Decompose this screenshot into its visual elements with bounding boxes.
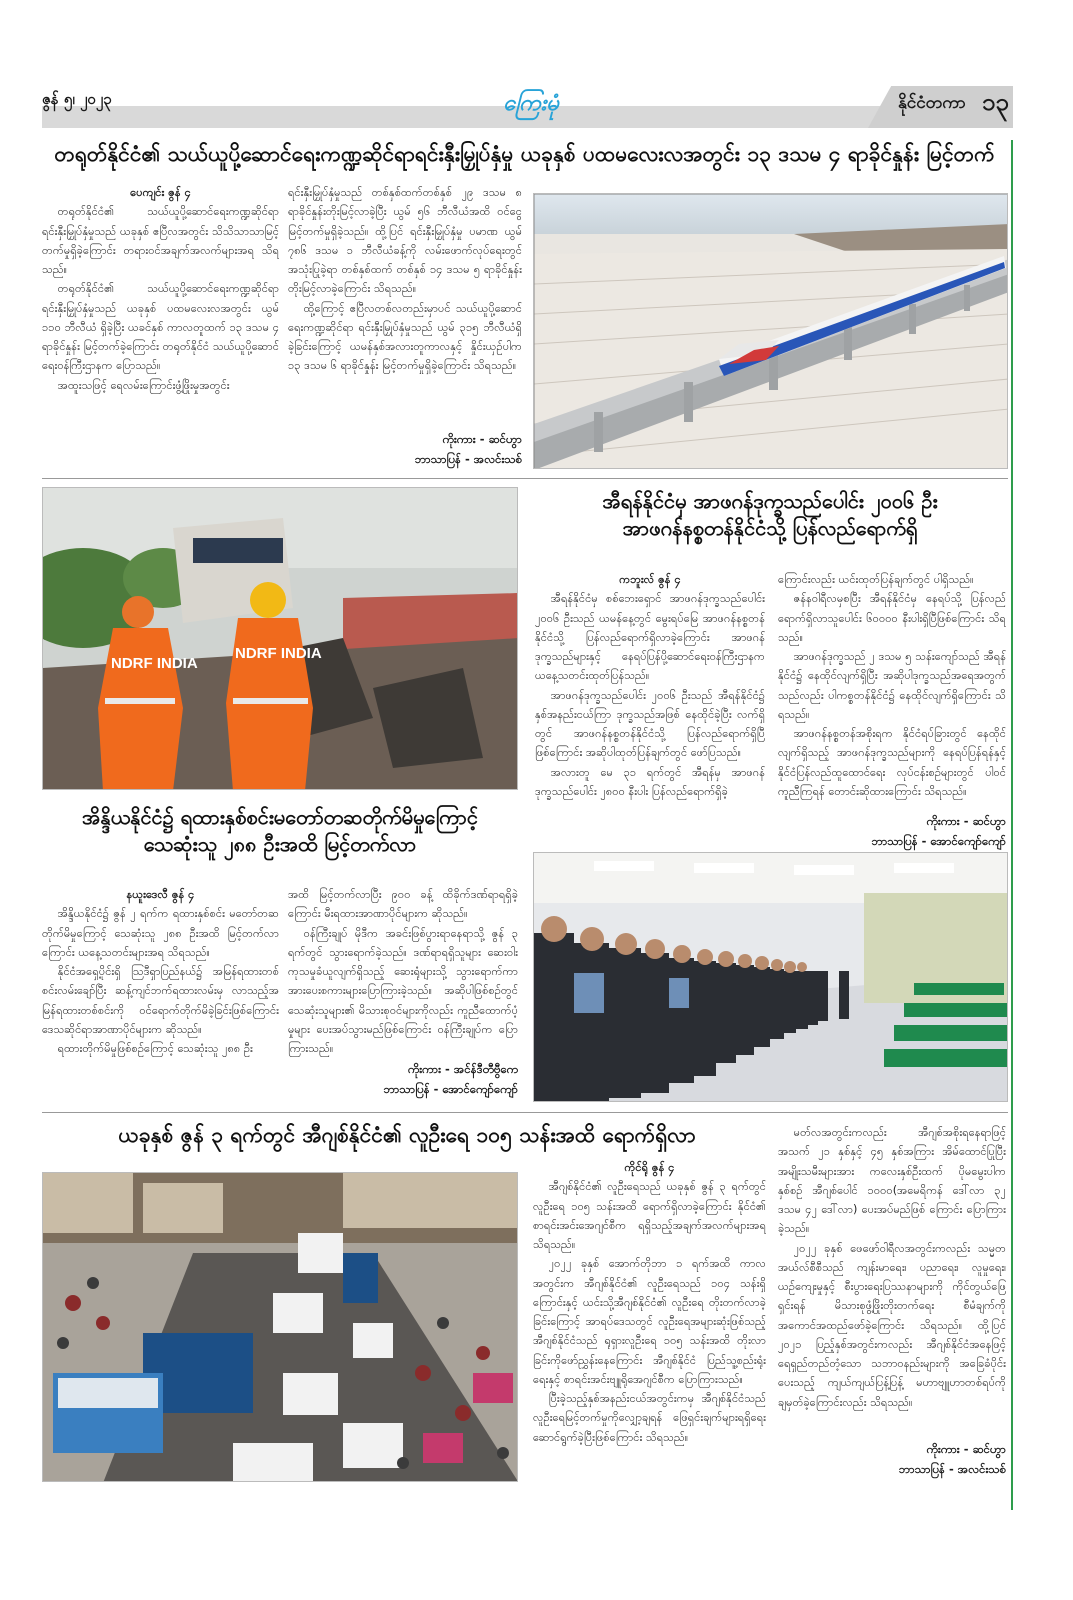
egypt-col-2 xyxy=(778,1123,1006,1433)
refugee-queue-image xyxy=(534,853,1008,1102)
egypt-p3: ပြီးခဲ့သည့်နှစ်အနည်းငယ်အတွင်းကမှ အီဂျစ်နိုင်ငံသည် လူဦးရေမြင့်တက်မှုကိုလျှော့ချရန် ဖြေရှင်းချက်များရရှိရေး ဆောင်ရွက်ခဲ့ပြီးဖြစ်ကြောင်း သိရသည်။ xyxy=(533,1392,766,1444)
china-col-1 xyxy=(42,183,279,473)
iran-col-2 xyxy=(778,570,1006,810)
china-col-2 xyxy=(288,183,522,423)
iran-p3: အလားတူ မေ ၃၁ ရက်တွင် အီရန်မှ အာဖဂန်ဒုက္ခသည်ပေါင်း ၂၈၀၀ နီးပါး ပြန်လည်ရောက်ရှိခဲ့ xyxy=(535,765,765,798)
iran-headline-line-2: အာဖဂန်နစ္စတန်နိုင်ငံသို့ ပြန်လည်ရောက်ရှိ xyxy=(622,516,918,540)
refugee-queue-photo xyxy=(533,852,1008,1102)
china-p5: ထို့ကြောင့် ဧပြီလတစ်လတည်းမှာပင် သယ်ယူပို့ဆောင်ရေးကဏ္ဍဆိုင်ရာ ရင်းနှီးမြှုပ်နှံမှုသည် ယွမ် ၃၁၅ ဘီလီယံရှိခဲ့ခြင်းကြောင့် ယမန်နှစ်အလားတူကာလနှင့် နှိုင်းယှဉ်ပါက ၁၃ ဒသမ ၆ ရာခိုင်နှုန်း မြင့်တက်မှုရှိခဲ့ကြောင်း သိရသည်။ xyxy=(288,301,522,373)
iran-p4: ကြောင်းလည်း ယင်းထုတ်ပြန်ချက်တွင် ပါရှိသည်။ xyxy=(778,573,974,586)
high-speed-train-photo xyxy=(533,193,1008,469)
china-headline: တရုတ်နိုင်ငံ၏ သယ်ယူပို့ဆောင်ရေးကဏ္ဍဆိုင်ရာရင်းနှီးမြှုပ်နှံမှု ယခုနှစ် ပထမလေးလအတွင်း ၁၃ ဒသမ ၄ ရာခိုင်နှုန်း မြင့်တက် xyxy=(54,142,995,166)
iran-headline xyxy=(535,488,1005,542)
india-translator: ဘာသာပြန် - အောင်ကျော်ကျော် xyxy=(383,1081,518,1096)
street-crowd-image xyxy=(43,1173,518,1482)
egypt-translator: ဘာသာပြန် - အလင်းသစ် xyxy=(898,1461,1006,1476)
egypt-p4: မတ်လအတွင်းကလည်း အီဂျစ်အစိုးရနေရာဖြင့် အသက် ၂၁ နှစ်နှင့် ၄၅ နှစ်အကြား အိမ်ထောင်ပြုပြီး အမျိုးသမီးများအား ကလေးနှစ်ဦးထက် ပိုမမွေးပါက နှစ်စဉ် အီဂျစ်ပေါင် ၁၀၀၀(အမေရိကန် ဒေါ်လာ ၃၂ ဒသမ ၄၂ ဒေါ်လာ) ပေးအပ်မည်ဖြစ် ကြောင်း ပြောကြားခဲ့သည်။ xyxy=(778,1126,1006,1236)
rescue-workers-photo xyxy=(42,487,518,790)
iran-p6: အာဖဂန်ဒုက္ခသည် ၂ ဒသမ ၅ သန်းကျော်သည် အီရန်နိုင်ငံ၌ နေထိုင်လျက်ရှိပြီး အဆိုပါဒုက္ခသည်အရေအတွက်သည်လည်း ပါကစ္စတန်နိုင်ငံ၌ နေထိုင်လျက်ရှိကြောင်း သိရသည်။ xyxy=(778,650,1006,721)
china-source: ကိုးကား - ဆင်ဟွာ xyxy=(442,432,522,446)
india-headline-line-1: အိန္ဒိယနိုင်ငံ၌ ရထားနှစ်စင်းမတော်တဆတိုက်မိမှုကြောင့် xyxy=(82,805,478,829)
egypt-source: ကိုးကား - ဆင်ဟွာ xyxy=(926,1442,1006,1456)
india-col-2 xyxy=(288,885,518,1057)
ndrf-vest-text-1: NDRF INDIA xyxy=(111,655,198,672)
iran-p1: အီရန်နိုင်ငံမှ စစ်ဘေးရှောင် အာဖဂန်ဒုက္ခသည်ပေါင်း ၂၀၀၆ ဦးသည် ယမန်နေ့တွင် မွေးရပ်မြေ အာဖဂန်နစ္စတန်နိုင်ငံသို့ ပြန်လည်ရောက်ရှိလာခဲ့ကြောင်း အာဖဂန်ဒုက္ခသည်များနှင့် နေရပ်ပြန်ပို့ဆောင်ရေးဝန်ကြီးဌာနက ယနေ့သတင်းထုတ်ပြန်သည်။ xyxy=(535,592,765,683)
india-headline-line-2: သေဆုံးသူ ၂၈၈ ဦးအထိ မြင့်တက်လာ xyxy=(143,832,417,856)
egypt-p1: အီဂျစ်နိုင်ငံ၏ လူဦးရေသည် ယခုနှစ် ဇွန် ၃ ရက်တွင် လူဦးရေ ၁၀၅ သန်းအထိ ရောက်ရှိလာခဲ့ကြောင်း နိုင်ငံ၏ စာရင်းအင်းအေဂျင်စီက ရရှိသည့်အချက်အလက်များအရ သိရသည်။ xyxy=(533,1180,766,1252)
section-divider-2 xyxy=(42,1112,1008,1113)
china-p1: တရုတ်နိုင်ငံ၏ သယ်ယူပို့ဆောင်ရေးကဏ္ဍဆိုင်ရာ ရင်းနှီးမြှုပ်နှံမှုသည် ယခုနှစ် ဧပြီလအတွင်း သိသိသာသာမြင့်တက်မှုရှိခဲ့ကြောင်း တရားဝင်အချက်အလက်များအရ သိရသည်။ xyxy=(42,205,279,277)
egypt-headline: ယခုနှစ် ဇွန် ၃ ရက်တွင် အီဂျစ်နိုင်ငံ၏ လူဦးရေ ၁၀၅ သန်းအထိ ရောက်ရှိလာ xyxy=(118,1123,696,1147)
section-divider xyxy=(42,478,1008,479)
india-p5: ဝန်ကြီးချုပ် မိုဒီက အခင်းဖြစ်ပွားရာနေရာသို့ ဇွန် ၃ ရက်တွင် သွားရောက်ခဲ့သည်။ ဒဏ်ရာရရှိသူများ ဆေးဝါးကုသမှုခံယူလျက်ရှိသည့် ဆေးရုံများသို့ သွားရောက်ကာ အားပေးစကားများပြောကြားခဲ့သည်။ အဆိုပါဖြစ်စဉ်တွင် သေဆုံးသူများ၏ မိသားစုဝင်များကိုလည်း ကူညီထောက်ပံ့မှုများ ပေးအပ်သွားမည်ဖြစ်ကြောင်း ဝန်ကြီးချုပ်က ပြောကြားသည်။ xyxy=(288,926,518,1056)
section-title: နိုင်ငံတကာ xyxy=(898,93,966,113)
iran-credits xyxy=(778,812,1006,851)
high-speed-train-image xyxy=(534,194,1008,469)
india-p4: အထိ မြင့်တက်လာပြီး ၉၀၀ ခန့် ထိခိုက်ဒဏ်ရာရရှိခဲ့ကြောင်း မီးရထားအာဏာပိုင်များက ဆိုသည်။ xyxy=(288,888,518,921)
street-crowd-photo xyxy=(42,1172,518,1482)
china-credits xyxy=(288,430,522,469)
india-p1: အိန္ဒိယနိုင်ငံ၌ ဇွန် ၂ ရက်က ရထားနှစ်စင်း မတော်တဆတိုက်မိမှုကြောင့် သေဆုံးသူ ၂၈၈ ဦးအထိ မြင့်တက်လာကြောင်း ယနေ့သတင်းများအရ သိရသည်။ xyxy=(42,907,279,959)
china-p3: အထူးသဖြင့် ရေလမ်းကြောင်းဖွံ့ဖြိုးမှုအတွင်း xyxy=(57,378,230,392)
iran-source: ကိုးကား - ဆင်ဟွာ xyxy=(926,814,1006,828)
issue-date: ဇွန် ၅၊ ၂၀၂၃ xyxy=(42,90,112,108)
china-p2: တရုတ်နိုင်ငံ၏ သယ်ယူပို့ဆောင်ရေးကဏ္ဍဆိုင်ရာ ရင်းနှီးမြှုပ်နှံမှုသည် ယခုနှစ် ပထမလေးလအတွင်း ယွမ် ၁၁၀ ဘီလီယံ ရှိခဲ့ပြီး ယခင်နှစ် ကာလတူထက် ၁၃ ဒသမ ၄ ရာခိုင်နှုန်း မြင့်တက်ခဲ့ကြောင်း တရုတ်နိုင်ငံ သယ်ယူပို့ဆောင်ရေးဝန်ကြီးဌာနက ပြောသည်။ xyxy=(42,282,279,373)
egypt-credits xyxy=(778,1440,1006,1479)
column-rule xyxy=(1011,140,1013,1510)
iran-headline-line-1: အီရန်နိုင်ငံမှ အာဖဂန်ဒုက္ခသည်ပေါင်း ၂၀၀၆ ဦး xyxy=(602,489,938,513)
iran-translator: ဘာသာပြန် - အောင်ကျော်ကျော် xyxy=(871,833,1006,848)
india-p3: ရထားတိုက်မိမှုဖြစ်စဉ်ကြောင့် သေဆုံးသူ ၂၈၈ ဦး xyxy=(57,1042,253,1056)
newspaper-logo: ကြေးမုံ xyxy=(503,91,559,116)
india-source: ကိုးကား - အင်န်ဒီတီဗွီကေ xyxy=(407,1062,518,1076)
egypt-dateline: ကိုင်ရို ဇွန် ၄ xyxy=(624,1161,675,1174)
india-p2: နိုင်ငံအရှေ့ပိုင်းရှိ ဩဒီရှာပြည်နယ်၌ အမြန်ရထားတစ်စင်းလမ်းချော်ပြီး ဆန့်ကျင်ဘက်ရထားလမ်းမှ လာသည့်အမြန်ရထားတစ်စင်းကို ဝင်ရောက်တိုက်မိခဲ့ခြင်းဖြစ်ကြောင်း ဒေသဆိုင်ရာအာဏာပိုင်များက ဆိုသည်။ xyxy=(42,965,279,1036)
egypt-col-1 xyxy=(533,1158,766,1483)
india-headline xyxy=(42,804,518,858)
iran-col-1 xyxy=(535,570,765,848)
china-translator: ဘာသာပြန် - အလင်းသစ် xyxy=(414,451,522,466)
india-col-1 xyxy=(42,885,279,1095)
egypt-p2: ၂၀၂၂ ခုနှစ် အောက်တိုဘာ ၁ ရက်အထိ ကာလအတွင်းက အီဂျစ်နိုင်ငံ၏ လူဦးရေသည် ၁၀၄ သန်းရှိကြောင်းနှင့် ယင်းသို့အီဂျစ်နိုင်ငံ၏ လူဦးရေ တိုးတက်လာခဲ့ခြင်းကြောင့် အာရပ်ဒေသတွင် လူဦးရေအများဆုံးဖြစ်သည့် အီဂျစ်နိုင်ငံသည် ရုရှားလူဦးရေ ၁၀၅ သန်းအထိ တိုးလာခြင်းကိုဖော်ညွှန်းနေကြောင်း အီဂျစ်နိုင်ငံ ပြည်သူ့စည်းရုံးရေးနှင့် စာရင်းအင်းဗျူရိုအေဂျင်စီက ပြောကြားသည်။ xyxy=(533,1257,766,1386)
iran-p2: အာဖဂန်ဒုက္ခသည်ပေါင်း ၂၀၀၆ ဦးသည် အီရန်နိုင်ငံ၌ နှစ်အနည်းငယ်ကြာ ဒုက္ခသည်အဖြစ် နေထိုင်ခဲ့ပြီး လက်ရှိတွင် အာဖဂန်နစ္စတန်နိုင်ငံသို့ ပြန်လည်ရောက်ရှိပြီဖြစ်ကြောင်း အဆိုပါထုတ်ပြန်ချက်တွင် ဖော်ပြသည်။ xyxy=(535,688,765,760)
iran-dateline: ကဘူးလ် ဇွန် ၄ xyxy=(619,573,681,586)
india-credits xyxy=(288,1060,518,1099)
china-p4: ရင်းနှီးမြှုပ်နှံမှုသည် တစ်နှစ်ထက်တစ်နှစ် ၂၉ ဒသမ ၈ ရာခိုင်နှုန်းတိုးမြင့်လာခဲ့ပြီး ယွမ် ၅၆ ဘီလီယံအထိ ဝင်ငွေမြင့်တက်မှုရှိခဲ့သည်။ ထို့ပြင် ရင်းနှီးမြှုပ်နှံမှု ပမာဏ ယွမ် ၇၈၆ ဒသမ ၁ ဘီလီယံခန့်ကို လမ်းဖောက်လုပ်ရေးတွင် အသုံးပြုခဲ့ရာ တစ်နှစ်ထက် တစ်နှစ် ၁၄ ဒသမ ၅ ရာခိုင်နှုန်း တိုးမြင့်လာခဲ့ကြောင်း သိရသည်။ xyxy=(288,186,522,296)
iran-p7: အာဖဂန်နစ္စတန်အစိုးရက နိုင်ငံရပ်ခြားတွင် နေထိုင်လျက်ရှိသည့် အာဖဂန်ဒုက္ခသည်များကို နေရပ်ပြန်ရန်နှင့် နိုင်ငံပြန်လည်ထူထောင်ရေး လုပ်ငန်းစဉ်များတွင် ပါဝင်ကူညီကြရန် တောင်းဆိုထားကြောင်း သိရသည်။ xyxy=(778,727,1006,798)
egypt-p5: ၂၀၂၂ ခုနှစ် ဖေဖော်ဝါရီလအတွင်းကလည်း သမ္မတ အယ်လ်စီစီသည် ကျန်းမာရေး၊ ပညာရေး၊ လူမှုရေး၊ ယဉ်ကျေးမှုနှင့် စီးပွားရေးပြဿနာများကို ကိုင်တွယ်ဖြေရှင်းရန် မိသားစုဖွံ့ဖြိုးတိုးတက်ရေး စီမံချက်ကို အကောင်အထည်ဖော်ခဲ့ကြောင်း သိရသည်။ ထို့ပြင် ၂၀၂၁ ပြည့်နှစ်အတွင်းကလည်း အီဂျစ်နိုင်ငံအနေဖြင့် ရေရှည်တည်တံ့သော သဘာဝနည်းများကို အခြေခံပိုင်းပေးသည့် ကျယ်ကျယ်ပြန့်ပြန့် မဟာဗျူဟာတစ်ရပ်ကို ချမှတ်ခဲ့ကြောင်းလည်း သိရသည်။ xyxy=(778,1241,1006,1409)
china-dateline: ပေကျင်း ဇွန် ၄ xyxy=(130,186,191,199)
iran-p5: ဇန်နဝါရီလမှစပြီး အီရန်နိုင်ငံမှ နေရပ်သို့ ပြန်လည်ရောက်ရှိလာသူပေါင်း ၆၀၀၀၀ နီးပါးရှိပြီဖြစ်ကြောင်း သိရသည်။ xyxy=(778,592,1006,644)
rescue-workers-image xyxy=(43,488,518,790)
india-dateline: နယူးဒေလီ ဇွန် ၄ xyxy=(126,888,195,901)
page-number: ၁၃ xyxy=(982,88,1009,116)
ndrf-vest-text-2: NDRF INDIA xyxy=(235,645,322,662)
